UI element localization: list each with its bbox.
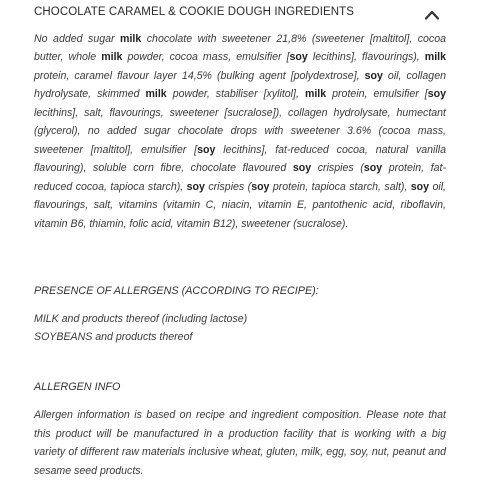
ingredient-text-segment: protein, caramel flavour layer 14,5% (bulking agent [polydextrose], (34, 69, 365, 82)
allergen-highlight: soy (186, 180, 205, 193)
allergen-highlight: soy (427, 88, 447, 101)
allergen-highlight: milk (101, 51, 123, 64)
allergen-info-heading: ALLERGEN INFO (34, 381, 121, 393)
allergen-highlight: milk (120, 33, 142, 45)
ingredients-accordion-header[interactable] (0, 0, 480, 30)
ingredient-text-segment: powder, cocoa mass, emulsifier [ (122, 51, 290, 64)
ingredient-text-segment: oil, collagen hydrolysate, skimmed (34, 69, 446, 101)
allergen-info-text: Allergen information is based on recipe and ingredient composition. Please note that this product will be manufactured in a production facility that is working with a big variety of different raw materials inclusive wheat, gluten, milk, egg, soy, nut, peanut and sesame seed products. (34, 409, 446, 477)
chevron-up-icon[interactable] (424, 9, 440, 21)
accordion-title: CHOCOLATE CARAMEL & COOKIE DOUGH INGREDIENTS (34, 6, 355, 18)
allergen-highlight: soy (364, 69, 383, 82)
allergen-highlight: soy (197, 143, 216, 156)
allergen-highlight: soy (363, 162, 383, 175)
allergen-item: MILK and products thereof (including lactose) (34, 313, 248, 325)
ingredient-text-segment: No added sugar (34, 33, 121, 45)
allergen-highlight: soy (292, 162, 312, 175)
ingredient-text-segment: protein, fat-reduced cocoa, tapioca starch), (34, 162, 446, 193)
ingredient-text-segment: chocolate with sweetener 21,8% (sweetener [maltitol], cocoa butter, whole (34, 33, 446, 64)
ingredient-text-segment: protein, emulsifier [ (326, 88, 428, 101)
allergen-highlight: soy (251, 180, 270, 193)
allergen-item: SOYBEANS and products thereof (34, 331, 193, 343)
allergen-highlight: milk (145, 88, 167, 101)
ingredient-text-segment: lecithins], flavourings), (307, 51, 425, 64)
ingredient-text-segment: crispies ( (311, 162, 364, 175)
allergen-highlight: soy (410, 180, 430, 193)
ingredient-text-segment: lecithins], fat-reduced cocoa, natural vanilla flavouring), soluble corn fibre, chocolate flavoured (34, 143, 446, 175)
ingredient-text-segment: powder, stabiliser [xylitol], (166, 88, 305, 101)
allergen-highlight: milk (304, 88, 327, 101)
allergen-highlight: soy (289, 51, 308, 64)
ingredient-text-segment: oil, flavourings, salt, vitamins (vitamin C, niacin, vitamin E, pantothenic acid, riboflavin, vitamin B6, thiamin, folic acid, vitamin B12), sweetener (sucralose). (34, 180, 447, 230)
ingredient-text-segment: crispies ( (204, 180, 252, 193)
ingredients-text (34, 30, 446, 233)
ingredients-content (34, 30, 446, 233)
ingredient-text-segment: protein, tapioca starch, salt), (269, 180, 411, 193)
ingredient-text-segment: lecithins], salt, flavourings, sweetener [sucralose]), collagen hydrolysate, humectant (glycerol), no added sugar chocolate drops with sweetener 3.6% (cocoa mass, sweetener [maltitol], emulsifier [ (34, 106, 446, 156)
allergens-heading: PRESENCE OF ALLERGENS (ACCORDING TO RECIPE): (34, 285, 319, 297)
allergen-highlight: milk (424, 51, 446, 64)
